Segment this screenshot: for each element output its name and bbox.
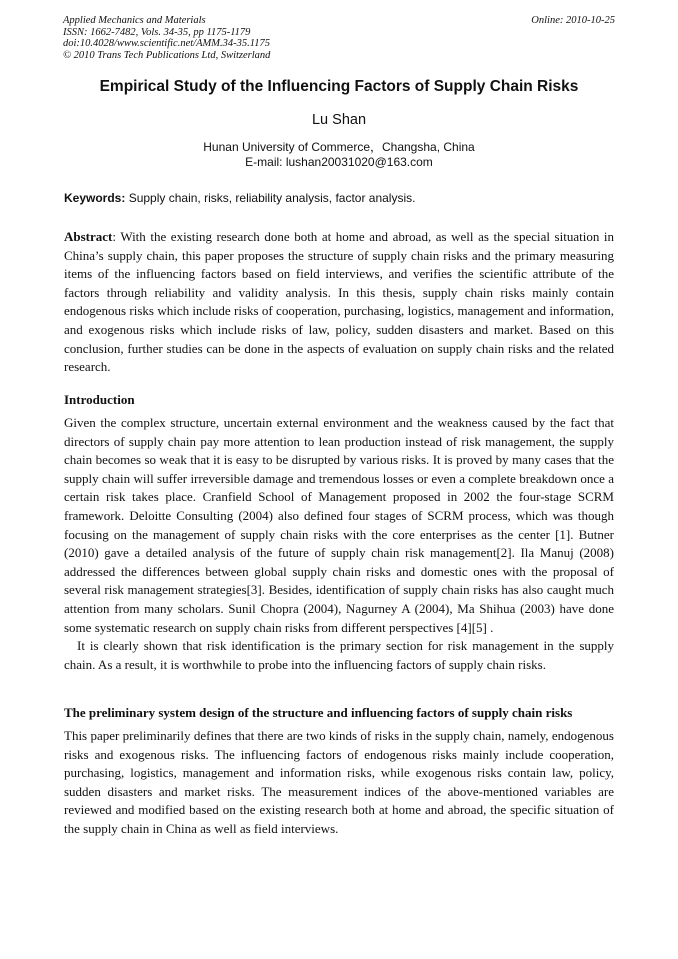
journal-name: Applied Mechanics and Materials [63,15,206,26]
keywords [64,191,415,205]
author-info [0,140,678,170]
abstract [64,228,614,377]
online-date: Online: 2010-10-25 [531,15,615,26]
introduction-body [64,414,614,674]
affiliation: Hunan University of Commerce，Changsha, China [203,140,475,154]
keywords-text: Supply chain, risks, reliability analysis, factor analysis. [125,191,416,205]
keywords-label: Keywords: [64,191,126,205]
section-body [64,727,614,839]
journal-header [63,15,270,61]
section-heading: The preliminary system design of the structure and influencing factors of supply chain risks [64,705,573,720]
abstract-label: Abstract [64,229,113,244]
doi: doi:10.4028/www.scientific.net/AMM.34-35.1175 [63,38,270,49]
abstract-text: : With the existing research done both at home and abroad, as well as the special situation in China’s supply chain, this paper proposes the structure of supply chain risks and the primary measuring items of the influencing factors based on field interviews, and verifies the scientific attribute of the factors through reliability and validity analysis. In this thesis, supply chain risks mainly contain endogenous risks which include risks of cooperation, purchasing, logistics, management and information, and exogenous risks which include risks of law, policy, sudden disasters and market. Based on this conclusion, further studies can be done in the aspects of evaluation on supply chain risks and the related research. [64,229,614,375]
copyright: © 2010 Trans Tech Publications Ltd, Switzerland [63,49,271,61]
section-paragraph: This paper preliminarily defines that there are two kinds of risks in the supply chain, namely, endogenous risks and exogenous risks. The influencing factors of endogenous risks mainly include cooperation, purchasing, logistics, management and information risks, while exogenous risks contain law, policy, sudden disasters and market risks. The measurement indices of the above-mentioned variables are reviewed and modified based on the existing research both at home and abroad, the specific situation of the supply chain in China as well as field interviews. [64,728,614,836]
paper-title: Empirical Study of the Influencing Factors of Supply Chain Risks [99,78,579,95]
email: E-mail: lushan20031020@163.com [245,155,433,169]
introduction-heading: Introduction [64,392,135,407]
author: Lu Shan [311,112,367,128]
introduction-paragraph: It is clearly shown that risk identification is the primary section for risk management in the supply chain. As a result, it is worthwhile to probe into the influencing factors of supply chain risks. [64,638,614,672]
introduction-paragraph: Given the complex structure, uncertain external environment and the weakness caused by the fact that directors of supply chain pay more attention to lean production instead of risk management, the supply chain becomes so weak that it is easy to be disrupted by various risks. It is proved by many cases that the supply chain will suffer irreversible damage and tremendous losses or even a complete breakdown once a certain risk takes place. Cranfield School of Management proposed in 2002 the four-stage SCRM framework. Deloitte Consulting (2004) also defined four stages of SCRM process, which was though focusing on the management of supply chain risks with the core enterprises as the center [1]. Butner (2010) gave a detailed analysis of the future of supply chain risk management[2]. Ila Manuj (2008) addressed the differences between global supply chain risks and domestic ones with the proposal of several risk management strategies[3]. Besides, identification of supply chain risks has also caught much attention from many scholars. Sunil Chopra (2004), Nagurney A (2004), Ma Shihua (2003) have done some systematic research on supply chain risks from different perspectives [4][5] . [64,415,614,635]
issn: ISSN: 1662-7482, Vols. 34-35, pp 1175-1179 [63,26,251,38]
